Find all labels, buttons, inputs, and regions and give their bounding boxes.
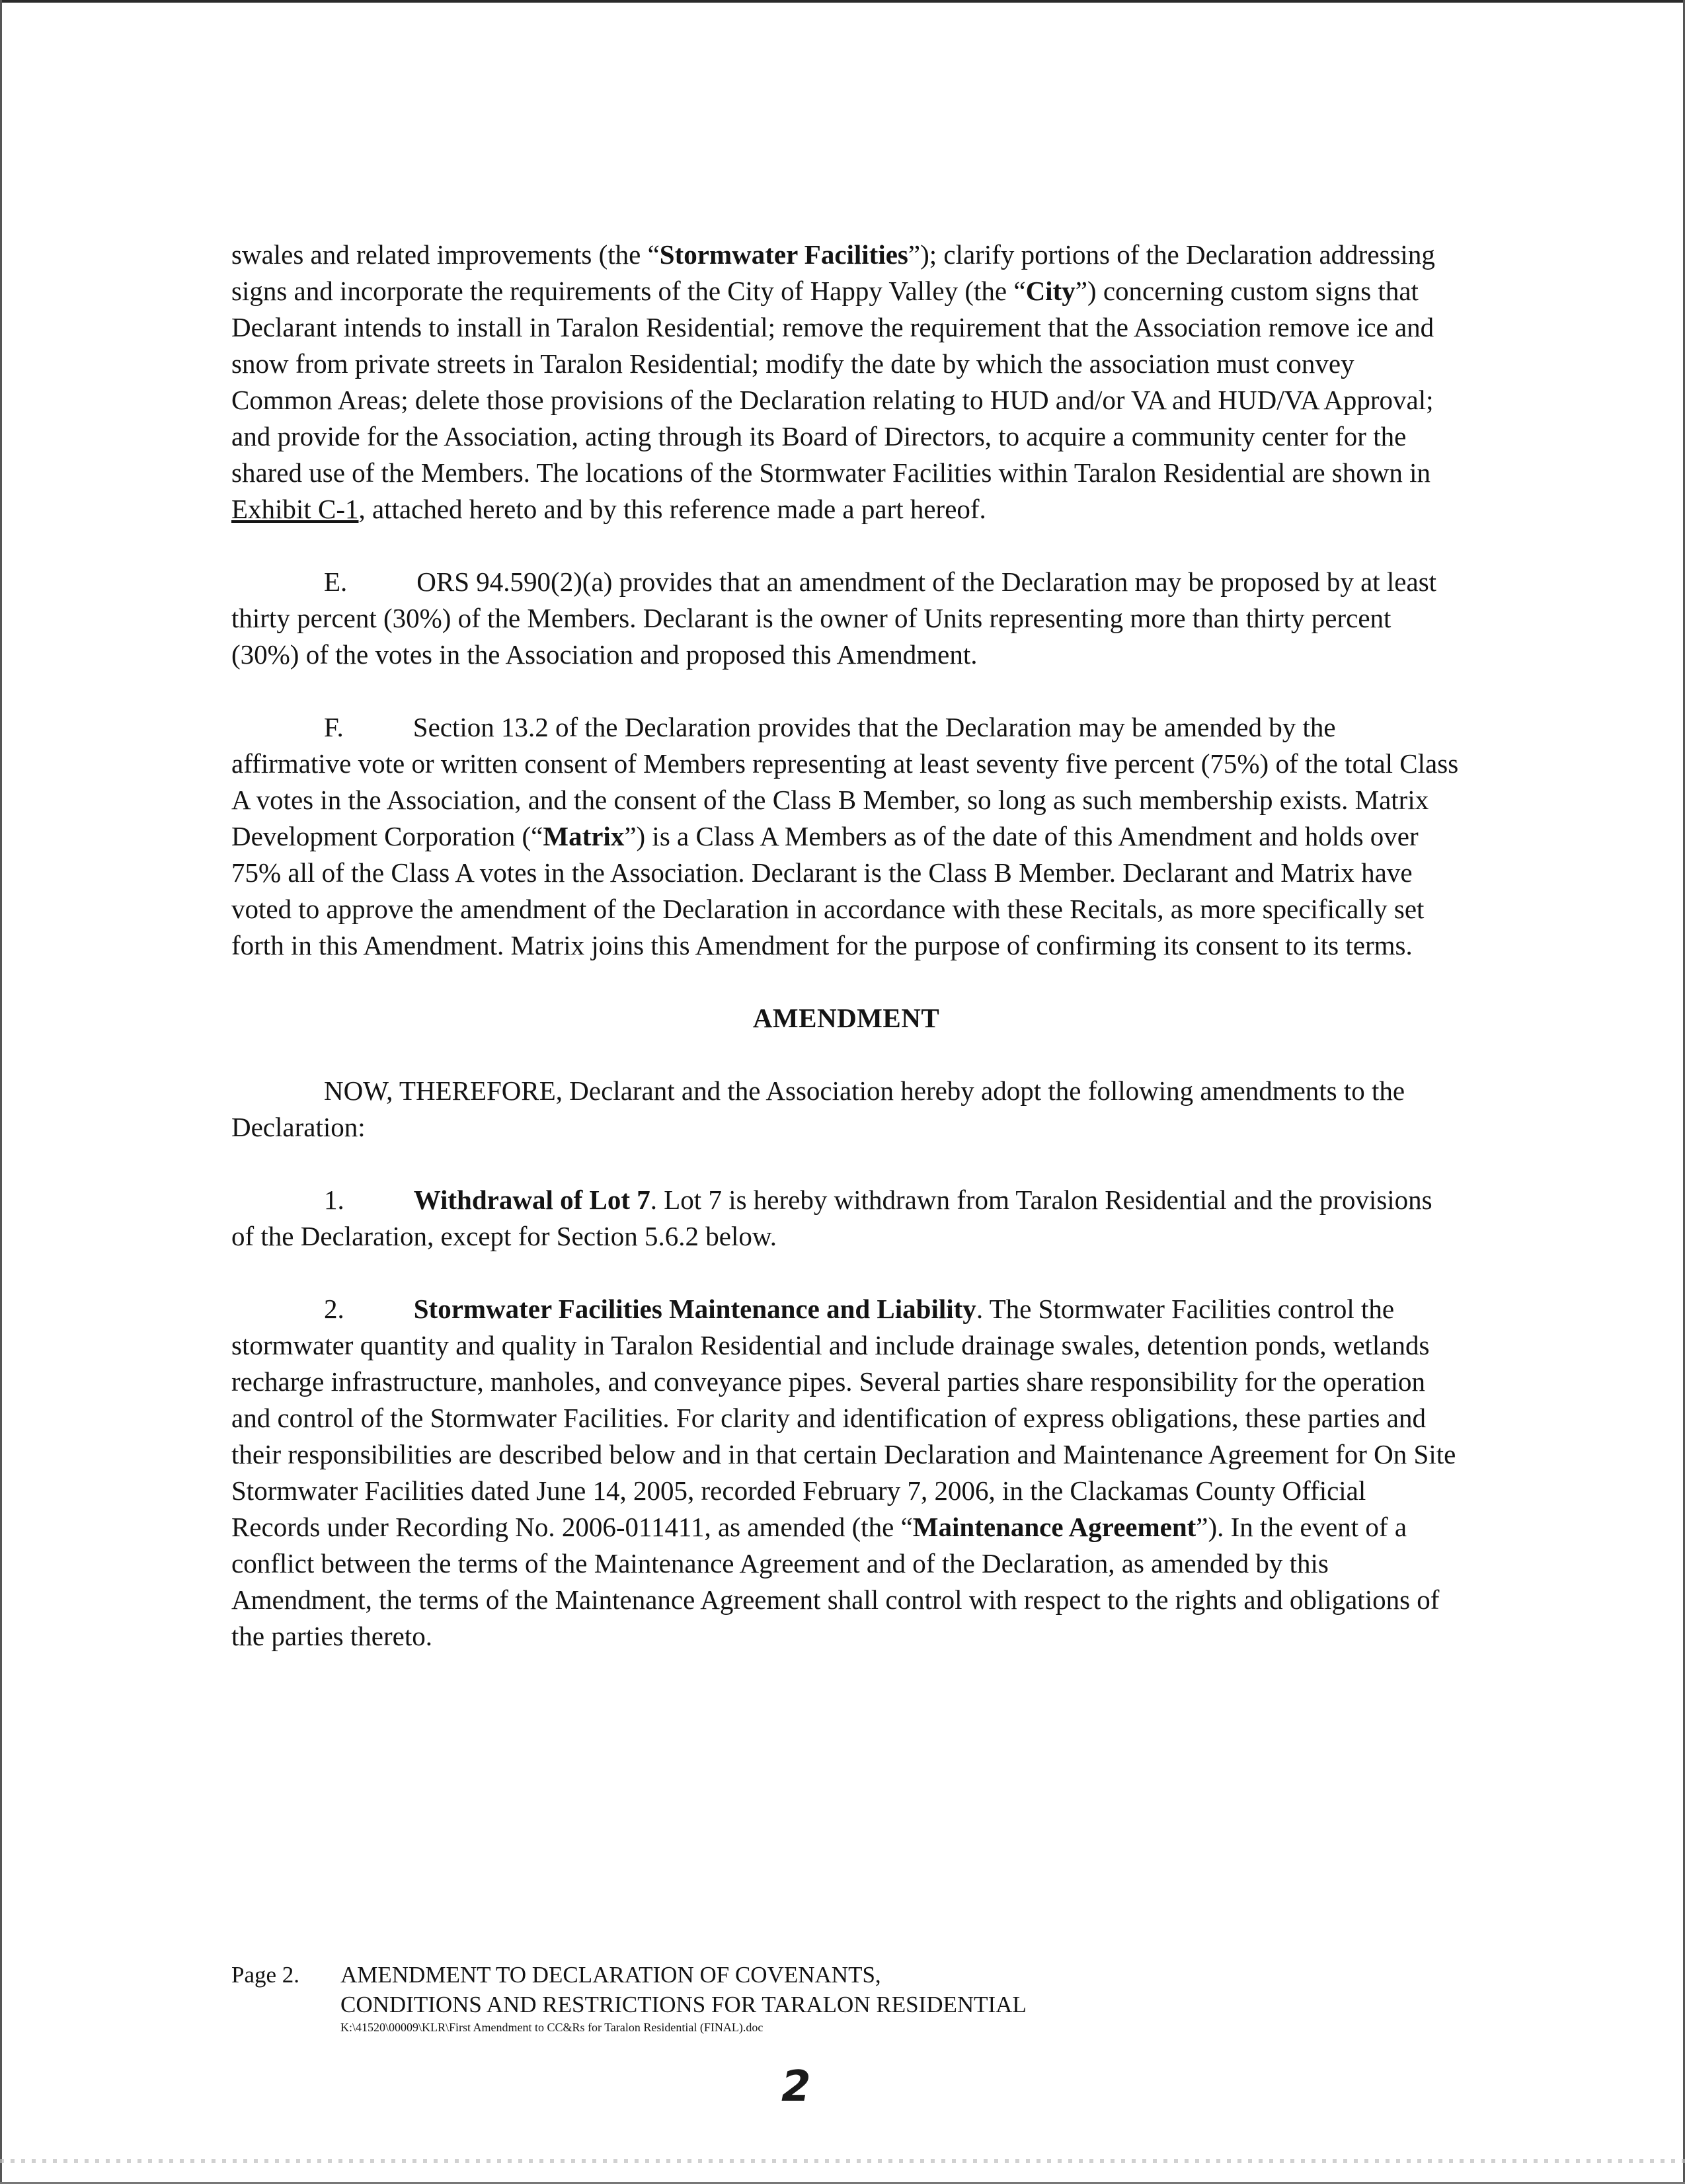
item-title: Withdrawal of Lot 7 xyxy=(413,1185,650,1215)
text-run: ”). In the event of a conflict between the terms of the Maintenance Agreement and of the Declaration, as amended by this Amendment, the terms of the Maintenance Agreement shall control with respect to the rights and obligations of the parties thereto. xyxy=(231,1512,1440,1651)
footer-page-label: Page 2. xyxy=(231,1962,300,1988)
scan-border-top xyxy=(0,0,1685,3)
text-run: ”); clarify portions of the Declaration addressing signs and incorporate the requirements of the City of Happy Valley (the “ xyxy=(231,239,1435,306)
section-heading: AMENDMENT xyxy=(752,1003,940,1033)
text-run: ”) concerning custom signs that Declarant intends to install in Taralon Residential; remove the requirement that the Association remove ice and snow from private streets in Taralon Residential; modify the date by which the association must convey Common Areas; delete those provisions of the Declaration relating to HUD and/or VA and HUD/VA Approval; and provide for the Association, acting through its Board of Directors, to acquire a community center for the shared use of the Members. The locations of the Stormwater Facilities within Taralon Residential are shown in xyxy=(231,276,1434,488)
recital-label: F. xyxy=(324,712,344,742)
amendment-item-2 xyxy=(231,1291,1461,1655)
text-run: Section 13.2 of the Declaration provides that the Declaration may be amended by the affirmative vote or written consent of Members representing at least seventy five percent (75%) of the total Class A votes in the Association, and the consent of the Class B Member, so long as such membership exists. Matrix Development Corporation (“ xyxy=(231,712,1459,851)
amendment-item-1 xyxy=(231,1182,1461,1255)
item-number: 1. xyxy=(324,1185,344,1215)
scan-artifact-line xyxy=(0,2159,1685,2163)
recital-e xyxy=(231,564,1461,673)
footer-title-line-1: AMENDMENT TO DECLARATION OF COVENANTS, xyxy=(340,1962,881,1988)
item-title: Stormwater Facilities Maintenance and Liability xyxy=(413,1294,976,1324)
recital-text: ORS 94.590(2)(a) provides that an amendment of the Declaration may be proposed by at least thirty percent (30%) of the Members. Declarant is the owner of Units representing more than thirty percent (30%) of the votes in the Association and proposed this Amendment. xyxy=(231,566,1437,670)
recital-f xyxy=(231,709,1461,964)
page-footer xyxy=(231,1960,1421,2035)
exhibit-reference: Exhibit C-1 xyxy=(231,494,359,524)
defined-term-maintenance-agreement: Maintenance Agreement xyxy=(912,1512,1196,1542)
item-text: . Lot 7 is hereby withdrawn from Taralon Residential and the provisions of the Declaration, except for Section 5.6.2 below. xyxy=(231,1185,1432,1251)
now-therefore-clause: NOW, THEREFORE, Declarant and the Association hereby adopt the following amendments to the Declaration: xyxy=(231,1075,1405,1142)
text-run: . The Stormwater Facilities control the stormwater quantity and quality in Taralon Residential and include drainage swales, detention ponds, wetlands recharge infrastructure, manholes, and conveyance pipes. Several parties share responsibility for the operation and control of the Stormwater Facilities. For clarity and identification of express obligations, these parties and their responsibilities are described below and in that certain Declaration and Maintenance Agreement for On Site Stormwater Facilities dated June 14, 2005, recorded February 7, 2006, in the Clackamas County Official Records under Recording No. 2006-011411, as amended (the “ xyxy=(231,1294,1456,1542)
document-body xyxy=(231,237,1461,1655)
recital-d-continuation xyxy=(231,237,1461,527)
handwritten-page-number: 2 xyxy=(781,2062,811,2111)
text-run: , attached hereto and by this reference made a part hereof. xyxy=(358,494,986,524)
footer-title-row xyxy=(231,1960,1421,1990)
scan-border-left xyxy=(0,0,2,2184)
footer-title-row-2 xyxy=(231,1990,1421,2019)
recital-label: E. xyxy=(324,566,348,597)
text-run: swales and related improvements (the “ xyxy=(231,239,660,270)
defined-term-city: City xyxy=(1025,276,1076,306)
footer-title-line-2: CONDITIONS AND RESTRICTIONS FOR TARALON RESIDENTIAL xyxy=(340,1992,1027,2017)
item-number: 2. xyxy=(324,1294,344,1324)
defined-term-stormwater-facilities: Stormwater Facilities xyxy=(659,239,908,270)
text-run: ”) is a Class A Members as of the date of this Amendment and holds over 75% all of the Class A votes in the Association. Declarant is the Class B Member. Declarant and Matrix have voted to approve the amendment of the Declaration in accordance with these Recitals, as more specifically set forth in this Amendment. Matrix joins this Amendment for the purpose of confirming its consent to its terms. xyxy=(231,821,1425,960)
defined-term-matrix: Matrix xyxy=(543,821,625,851)
footer-file-path: K:\41520\00009\KLR\First Amendment to CC&Rs for Taralon Residential (FINAL).doc xyxy=(340,2021,764,2034)
